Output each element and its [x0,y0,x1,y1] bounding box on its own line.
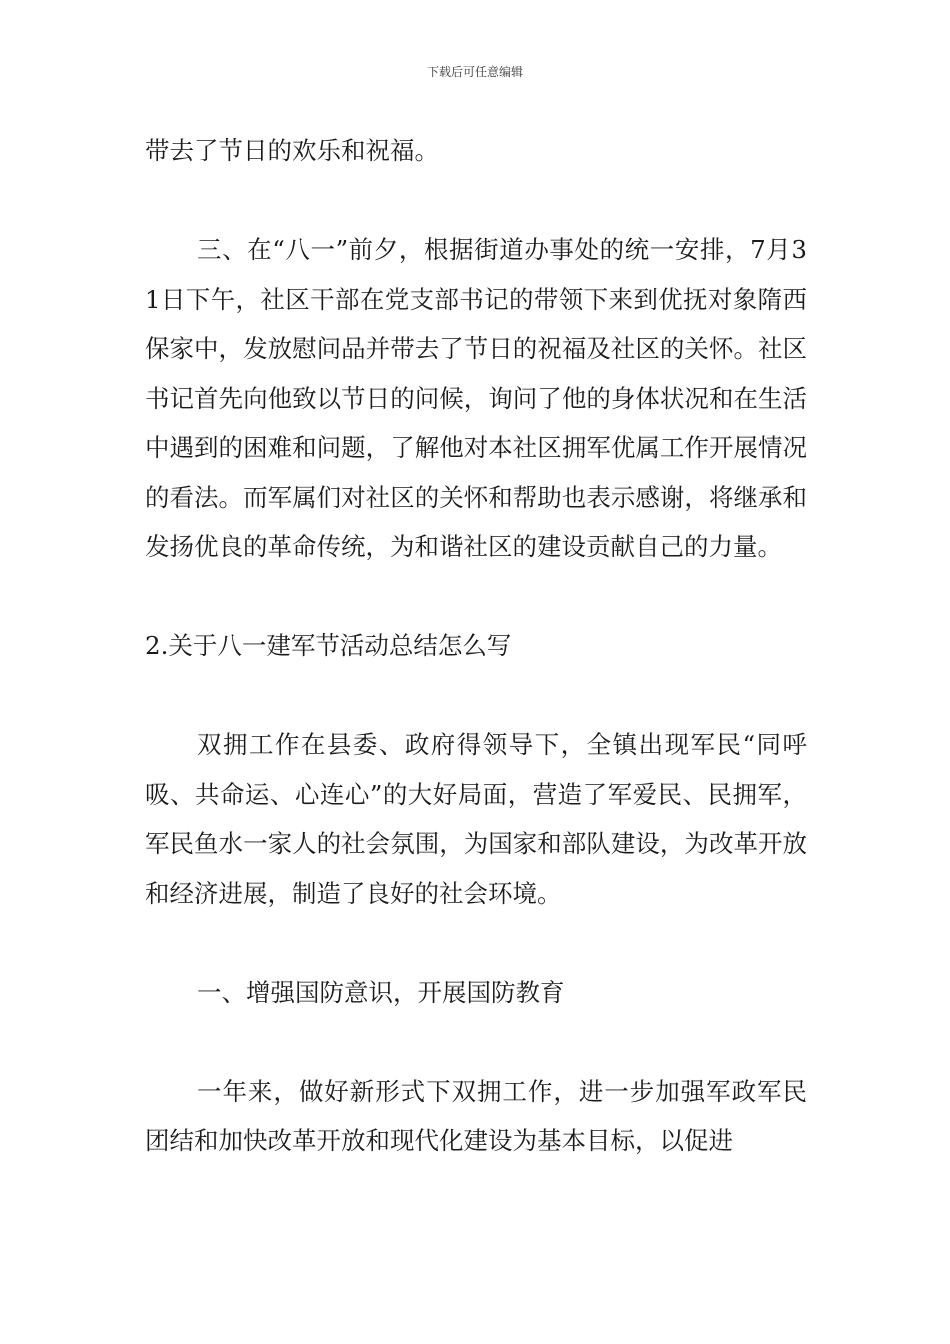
paragraph-continuation: 带去了节日的欢乐和祝福。 [145,136,439,165]
subsection-heading: 一、增强国防意识，开展国防教育 [197,977,565,1007]
paragraph-subsection-one: 一年来，做好新形式下双拥工作，进一步加强军政军民团结和加快改革开放和现代化建设为基本目标，以促进 [145,1076,807,1155]
paragraph-intro: 双拥工作在县委、政府得领导下，全镇出现军民“同呼吸、共命运、心连心”的大好局面，营造了军爱民、民拥军，军民鱼水一家人的社会氛围，为国家和部队建设，为改革开放和经济进展，制造了良好的社会环境。 [145,730,807,908]
paragraph-section-three: 三、在“八一”前夕，根据街道办事处的统一安排，7月31日下午，社区干部在党支部书记的带领下来到优抚对象隋西保家中，发放慰问品并带去了节日的祝福及社区的关怀。社区书记首先向他致以节日的问候，询问了他的身体状况和在生活中遇到的困难和问题，了解他对本社区拥军优属工作开展情况的看法。而军属们对社区的关怀和帮助也表示感谢，将继承和发扬优良的革命传统，为和谐社区的建设贡献自己的力量。 [145,235,807,561]
section-heading: 2.关于八一建军节活动总结怎么写 [145,631,512,660]
page-header-note: 下载后可任意编辑 [426,65,523,79]
document-body [145,126,807,1166]
